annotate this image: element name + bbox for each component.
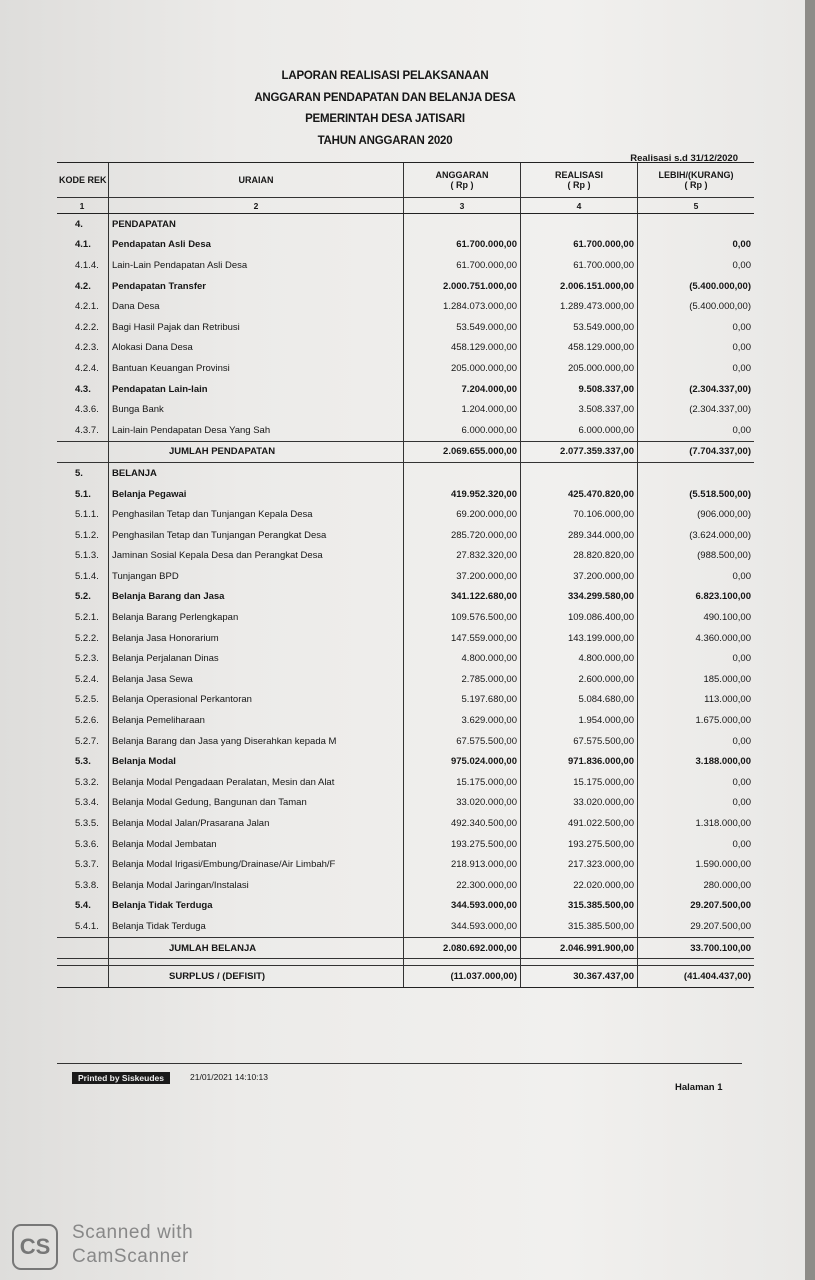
table-row: [57, 587, 754, 608]
report-title-line-4: TAHUN ANGGARAN 2020: [317, 135, 453, 147]
row-uraian: Belanja Pemeliharaan: [109, 710, 404, 731]
row-uraian: SURPLUS / (DEFISIT): [109, 966, 404, 988]
row-selisih: (2.304.337,00): [638, 379, 755, 400]
row-uraian: PENDAPATAN: [109, 214, 404, 235]
row-selisih: 0,00: [638, 772, 755, 793]
row-kode: 5.1.1.: [75, 509, 99, 521]
row-uraian: Belanja Tidak Terduga: [109, 916, 404, 937]
row-anggaran: 37.200.000,00: [404, 566, 521, 587]
row-selisih: [638, 463, 755, 484]
row-uraian: Belanja Modal Gedung, Bangunan dan Taman: [109, 793, 404, 814]
row-uraian: Dana Desa: [109, 296, 404, 317]
row-realisasi: 61.700.000,00: [521, 235, 638, 256]
row-uraian: Belanja Modal: [109, 751, 404, 772]
table-row: [57, 896, 754, 917]
row-selisih: (7.704.337,00): [638, 441, 755, 463]
row-selisih: 4.360.000,00: [638, 628, 755, 649]
row-selisih: (2.304.337,00): [638, 399, 755, 420]
row-uraian: Belanja Modal Jaringan/Instalasi: [109, 875, 404, 896]
row-realisasi: 971.836.000,00: [521, 751, 638, 772]
table-row: [57, 966, 754, 988]
row-uraian: Jaminan Sosial Kepala Desa dan Perangkat Desa: [109, 546, 404, 567]
row-anggaran: 109.576.500,00: [404, 607, 521, 628]
row-kode: 4.3.6.: [75, 404, 99, 416]
row-kode: [57, 966, 109, 988]
watermark-line-2: CamScanner: [72, 1246, 189, 1267]
row-realisasi: 53.549.000,00: [521, 317, 638, 338]
row-anggaran: 975.024.000,00: [404, 751, 521, 772]
row-anggaran: 3.629.000,00: [404, 710, 521, 731]
row-uraian: Bantuan Keuangan Provinsi: [109, 358, 404, 379]
row-anggaran: [404, 463, 521, 484]
row-anggaran: 1.204.000,00: [404, 399, 521, 420]
row-selisih: 33.700.100,00: [638, 937, 755, 959]
table-row: [57, 937, 754, 959]
row-uraian: Penghasilan Tetap dan Tunjangan Kepala Desa: [109, 504, 404, 525]
column-number-1: 1: [57, 198, 109, 214]
row-realisasi: 289.344.000,00: [521, 525, 638, 546]
row-realisasi: 1.954.000,00: [521, 710, 638, 731]
table-row: [57, 607, 754, 628]
row-selisih: (988.500,00): [638, 546, 755, 567]
row-anggaran: 344.593.000,00: [404, 896, 521, 917]
table-row: [57, 525, 754, 546]
row-kode: 4.2.: [75, 280, 91, 292]
page-number: Halaman 1: [675, 1082, 723, 1093]
row-uraian: Belanja Modal Jembatan: [109, 834, 404, 855]
row-uraian: Lain-lain Pendapatan Desa Yang Sah: [109, 420, 404, 441]
row-uraian: JUMLAH PENDAPATAN: [109, 441, 404, 463]
row-kode: 5.: [75, 467, 83, 479]
row-realisasi: 28.820.820,00: [521, 546, 638, 567]
row-realisasi: 315.385.500,00: [521, 916, 638, 937]
printed-by-label: Printed by Siskeudes: [72, 1072, 170, 1084]
column-number-2: 2: [109, 198, 404, 214]
row-kode: 5.3.5.: [75, 818, 99, 830]
spacer-cell: [109, 959, 404, 966]
row-kode: 4.2.1.: [75, 301, 99, 313]
row-uraian: Belanja Jasa Honorarium: [109, 628, 404, 649]
camscanner-watermark: [72, 1221, 193, 1269]
column-number-row: [57, 198, 754, 214]
table-row: [57, 875, 754, 896]
row-realisasi: 217.323.000,00: [521, 854, 638, 875]
table-row: [57, 276, 754, 297]
row-anggaran: 2.069.655.000,00: [404, 441, 521, 463]
row-kode: 4.1.: [75, 239, 91, 251]
row-selisih: 280.000,00: [638, 875, 755, 896]
row-selisih: 113.000,00: [638, 690, 755, 711]
table-row: [57, 793, 754, 814]
row-selisih: 0,00: [638, 255, 755, 276]
row-kode: 5.2.5.: [75, 694, 99, 706]
row-selisih: 1.675.000,00: [638, 710, 755, 731]
row-selisih: 0,00: [638, 420, 755, 441]
row-kode: 5.2.1.: [75, 612, 99, 624]
row-realisasi: 4.800.000,00: [521, 648, 638, 669]
table-row: [57, 255, 754, 276]
camscanner-logo-icon: CS: [12, 1224, 58, 1270]
table-row: [57, 772, 754, 793]
table-row: [57, 379, 754, 400]
row-anggaran: 15.175.000,00: [404, 772, 521, 793]
row-selisih: (5.400.000,00): [638, 296, 755, 317]
print-timestamp: 21/01/2021 14:10:13: [190, 1072, 268, 1082]
row-kode: 4.2.2.: [75, 321, 99, 333]
row-kode: 4.2.4.: [75, 362, 99, 374]
column-number-5: 5: [638, 198, 755, 214]
row-kode: 4.2.3.: [75, 342, 99, 354]
row-kode: [57, 441, 109, 463]
row-kode: 5.2.: [75, 591, 91, 603]
row-realisasi: 67.575.500,00: [521, 731, 638, 752]
row-uraian: Pendapatan Transfer: [109, 276, 404, 297]
watermark-line-1: Scanned with: [72, 1222, 194, 1243]
table-row: [57, 566, 754, 587]
row-anggaran: 33.020.000,00: [404, 793, 521, 814]
spacer-cell: [638, 959, 755, 966]
row-realisasi: 33.020.000,00: [521, 793, 638, 814]
row-kode: 4.3.: [75, 383, 91, 395]
row-selisih: 6.823.100,00: [638, 587, 755, 608]
row-selisih: (5.518.500,00): [638, 484, 755, 505]
row-kode: 5.2.3.: [75, 653, 99, 665]
row-selisih: (906.000,00): [638, 504, 755, 525]
row-kode: 5.3.6.: [75, 838, 99, 850]
row-selisih: (3.624.000,00): [638, 525, 755, 546]
report-title-line-1: LAPORAN REALISASI PELAKSANAAN: [281, 70, 489, 82]
row-anggaran: 341.122.680,00: [404, 587, 521, 608]
row-realisasi: 22.020.000,00: [521, 875, 638, 896]
table-row: [57, 916, 754, 937]
row-anggaran: 7.204.000,00: [404, 379, 521, 400]
report-title-line-3: PEMERINTAH DESA JATISARI: [305, 113, 465, 125]
row-realisasi: 61.700.000,00: [521, 255, 638, 276]
row-anggaran: 193.275.500,00: [404, 834, 521, 855]
row-selisih: 0,00: [638, 317, 755, 338]
table-row: [57, 648, 754, 669]
table-row: [57, 546, 754, 567]
page-edge-shadow: [805, 0, 815, 1280]
row-selisih: 0,00: [638, 834, 755, 855]
row-realisasi: 1.289.473.000,00: [521, 296, 638, 317]
row-anggaran: 6.000.000,00: [404, 420, 521, 441]
row-anggaran: (11.037.000,00): [404, 966, 521, 988]
row-realisasi: 37.200.000,00: [521, 566, 638, 587]
row-realisasi: 2.006.151.000,00: [521, 276, 638, 297]
row-anggaran: 419.952.320,00: [404, 484, 521, 505]
header-kode: KODE REK: [57, 163, 109, 198]
header-lebih-kurang: LEBIH/(KURANG) ( Rp ): [638, 163, 755, 198]
table-row: [57, 690, 754, 711]
row-kode: 4.: [75, 218, 83, 230]
row-uraian: Belanja Modal Jalan/Prasarana Jalan: [109, 813, 404, 834]
row-kode: 4.1.4.: [75, 259, 99, 271]
table-row: [57, 441, 754, 463]
table-row: [57, 710, 754, 731]
row-anggaran: 492.340.500,00: [404, 813, 521, 834]
row-selisih: 1.318.000,00: [638, 813, 755, 834]
row-realisasi: 193.275.500,00: [521, 834, 638, 855]
row-realisasi: 6.000.000,00: [521, 420, 638, 441]
table-row: [57, 628, 754, 649]
row-anggaran: 61.700.000,00: [404, 255, 521, 276]
row-anggaran: 2.000.751.000,00: [404, 276, 521, 297]
row-anggaran: 61.700.000,00: [404, 235, 521, 256]
row-anggaran: 2.785.000,00: [404, 669, 521, 690]
report-title-line-2: ANGGARAN PENDAPATAN DAN BELANJA DESA: [254, 92, 516, 104]
row-kode: 5.3.8.: [75, 879, 99, 891]
table-header-row: [57, 163, 754, 198]
row-anggaran: 147.559.000,00: [404, 628, 521, 649]
row-kode: 5.1.2.: [75, 529, 99, 541]
row-uraian: Belanja Barang dan Jasa yang Diserahkan kepada M: [109, 731, 404, 752]
table-row: [57, 399, 754, 420]
table-row: [57, 214, 754, 235]
row-uraian: Tunjangan BPD: [109, 566, 404, 587]
row-uraian: Belanja Operasional Perkantoran: [109, 690, 404, 711]
row-uraian: Belanja Tidak Terduga: [109, 896, 404, 917]
row-anggaran: 53.549.000,00: [404, 317, 521, 338]
table-row: [57, 731, 754, 752]
row-anggaran: 458.129.000,00: [404, 338, 521, 359]
row-selisih: 0,00: [638, 566, 755, 587]
row-selisih: 29.207.500,00: [638, 916, 755, 937]
row-realisasi: 315.385.500,00: [521, 896, 638, 917]
header-anggaran: ANGGARAN ( Rp ): [404, 163, 521, 198]
table-row: [57, 358, 754, 379]
row-realisasi: 143.199.000,00: [521, 628, 638, 649]
row-selisih: 0,00: [638, 235, 755, 256]
row-uraian: Pendapatan Lain-lain: [109, 379, 404, 400]
row-uraian: Belanja Barang Perlengkapan: [109, 607, 404, 628]
row-realisasi: [521, 463, 638, 484]
row-realisasi: 491.022.500,00: [521, 813, 638, 834]
table-row: [57, 504, 754, 525]
row-selisih: (41.404.437,00): [638, 966, 755, 988]
table-row: [57, 317, 754, 338]
row-anggaran: 5.197.680,00: [404, 690, 521, 711]
row-selisih: 0,00: [638, 358, 755, 379]
table-row: [57, 834, 754, 855]
spacer-cell: [521, 959, 638, 966]
table-row: [57, 235, 754, 256]
table-row: [57, 854, 754, 875]
table-row: [57, 463, 754, 484]
row-anggaran: 2.080.692.000,00: [404, 937, 521, 959]
row-uraian: Pendapatan Asli Desa: [109, 235, 404, 256]
row-anggaran: 1.284.073.000,00: [404, 296, 521, 317]
row-selisih: (5.400.000,00): [638, 276, 755, 297]
row-anggaran: 27.832.320,00: [404, 546, 521, 567]
row-kode: 5.3.: [75, 756, 91, 768]
row-realisasi: 70.106.000,00: [521, 504, 638, 525]
row-kode: 5.4.: [75, 900, 91, 912]
row-realisasi: 3.508.337,00: [521, 399, 638, 420]
row-uraian: Penghasilan Tetap dan Tunjangan Perangkat Desa: [109, 525, 404, 546]
row-uraian: Bunga Bank: [109, 399, 404, 420]
row-kode: 5.3.2.: [75, 776, 99, 788]
row-kode: 5.2.2.: [75, 632, 99, 644]
row-selisih: 29.207.500,00: [638, 896, 755, 917]
table-row: [57, 484, 754, 505]
table-row: [57, 669, 754, 690]
row-uraian: Belanja Jasa Sewa: [109, 669, 404, 690]
row-anggaran: 205.000.000,00: [404, 358, 521, 379]
row-kode: [57, 937, 109, 959]
table-row: [57, 813, 754, 834]
row-selisih: 1.590.000,00: [638, 854, 755, 875]
row-uraian: Bagi Hasil Pajak dan Retribusi: [109, 317, 404, 338]
spacer-cell: [404, 959, 521, 966]
row-kode: 5.4.1.: [75, 920, 99, 932]
row-realisasi: 109.086.400,00: [521, 607, 638, 628]
row-kode: 5.3.7.: [75, 859, 99, 871]
budget-report-table: [57, 162, 754, 988]
row-realisasi: 425.470.820,00: [521, 484, 638, 505]
row-realisasi: 9.508.337,00: [521, 379, 638, 400]
spacer-row: [57, 959, 754, 966]
spacer-cell: [57, 959, 109, 966]
row-kode: 5.2.4.: [75, 673, 99, 685]
row-realisasi: 5.084.680,00: [521, 690, 638, 711]
row-anggaran: 69.200.000,00: [404, 504, 521, 525]
row-anggaran: 4.800.000,00: [404, 648, 521, 669]
period-label: Realisasi s.d 31/12/2020: [630, 153, 738, 164]
row-selisih: 490.100,00: [638, 607, 755, 628]
row-uraian: BELANJA: [109, 463, 404, 484]
row-anggaran: 285.720.000,00: [404, 525, 521, 546]
row-uraian: Belanja Modal Irigasi/Embung/Drainase/Air Limbah/F: [109, 854, 404, 875]
row-realisasi: 2.600.000,00: [521, 669, 638, 690]
header-uraian: URAIAN: [109, 163, 404, 198]
row-uraian: Belanja Modal Pengadaan Peralatan, Mesin dan Alat: [109, 772, 404, 793]
row-anggaran: 218.913.000,00: [404, 854, 521, 875]
footer-divider: [57, 1063, 742, 1064]
row-anggaran: 22.300.000,00: [404, 875, 521, 896]
row-realisasi: 334.299.580,00: [521, 587, 638, 608]
row-uraian: JUMLAH BELANJA: [109, 937, 404, 959]
row-selisih: 0,00: [638, 338, 755, 359]
row-kode: 5.1.4.: [75, 570, 99, 582]
row-realisasi: 205.000.000,00: [521, 358, 638, 379]
row-selisih: 185.000,00: [638, 669, 755, 690]
row-uraian: Belanja Pegawai: [109, 484, 404, 505]
row-selisih: 0,00: [638, 648, 755, 669]
row-selisih: 0,00: [638, 793, 755, 814]
table-row: [57, 338, 754, 359]
column-number-4: 4: [521, 198, 638, 214]
row-selisih: [638, 214, 755, 235]
row-uraian: Alokasi Dana Desa: [109, 338, 404, 359]
header-realisasi: REALISASI ( Rp ): [521, 163, 638, 198]
row-uraian: Belanja Perjalanan Dinas: [109, 648, 404, 669]
row-uraian: Lain-Lain Pendapatan Asli Desa: [109, 255, 404, 276]
table-row: [57, 296, 754, 317]
row-realisasi: 15.175.000,00: [521, 772, 638, 793]
row-realisasi: 30.367.437,00: [521, 966, 638, 988]
row-realisasi: 2.046.991.900,00: [521, 937, 638, 959]
row-selisih: 0,00: [638, 731, 755, 752]
row-kode: 5.2.6.: [75, 715, 99, 727]
table-row: [57, 751, 754, 772]
row-anggaran: 344.593.000,00: [404, 916, 521, 937]
table-row: [57, 420, 754, 441]
row-realisasi: 458.129.000,00: [521, 338, 638, 359]
column-number-3: 3: [404, 198, 521, 214]
row-uraian: Belanja Barang dan Jasa: [109, 587, 404, 608]
row-kode: 5.1.: [75, 488, 91, 500]
row-kode: 5.2.7.: [75, 735, 99, 747]
row-kode: 5.1.3.: [75, 550, 99, 562]
row-selisih: 3.188.000,00: [638, 751, 755, 772]
row-anggaran: [404, 214, 521, 235]
row-realisasi: 2.077.359.337,00: [521, 441, 638, 463]
row-realisasi: [521, 214, 638, 235]
row-kode: 4.3.7.: [75, 424, 99, 436]
row-anggaran: 67.575.500,00: [404, 731, 521, 752]
row-kode: 5.3.4.: [75, 797, 99, 809]
